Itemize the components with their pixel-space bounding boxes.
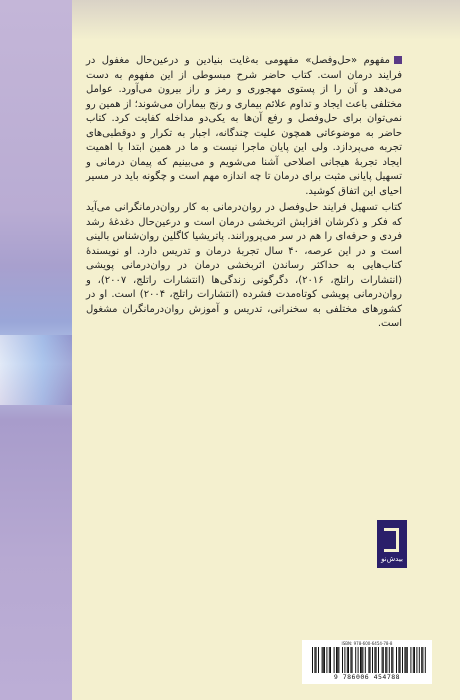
barcode xyxy=(302,640,432,684)
barcode-bars xyxy=(310,647,428,673)
blurb-paragraph-2: کتاب تسهیل فرایند حل‌وفصل در روان‌درمانی به کار روان‌درمانگرانی می‌آید که فکر و ذکرشان افزایش اثربخشی درمان است و درعین‌حال دغدغهٔ رشد فردی و حرفه‌ای را هم در سر می‌پرورانند. پاتریشیا کاگلین روان‌شناس بالینی است و در این عرصه، ۴۰ سال تجربهٔ درمان و تدریس دارد. او نویسندهٔ کتاب‌هایی به حداکثر رساندن اثربخشی درمان در روان‌درمانی پویشی (انتشارات راتلج، ۲۰۱۶)، دگرگونی زندگی‌ها (انتشارات راتلج، ۲۰۰۷)، و روان‌درمانی پویشی کوتاه‌مدت فشرده (انتشارات راتلج، ۲۰۰۴) است. او در کشورهای مختلفی به سخنرانی، تدریس و آموزش روان‌درمانگران مشغول است. xyxy=(86,202,402,329)
top-shading xyxy=(72,0,460,40)
blurb-text xyxy=(86,54,402,334)
decorative-side-strip xyxy=(0,0,72,700)
square-bullet-icon xyxy=(394,56,402,64)
light-swoosh-band xyxy=(0,335,72,405)
blurb-paragraph-1: مفهوم «حل‌وفصل» مفهومی به‌غایت بنیادین و درعین‌حال مغفول در فرایند درمان است. کتاب حاضر شرح مبسوطی از این مفهوم به دست می‌دهد و آن را از پستوی مهجوری و رمز و راز بیرون می‌آورد. عوامل مختلفی باعث ایجاد و تداوم علائم بیماری و رنج بیماران می‌شوند؛ از همین رو نمی‌توان برای حل‌وفصل و رفع آن‌ها به یکی‌دو مداخله کفایت کرد. کتاب حاضر به موضوعاتی همچون علیت چندگانه، اجبار به تکرار و دوقطبی‌های تجربه می‌پردازد. ولی این پایان ماجرا نیست و ما در همین ابتدا با اهمیت ایجاد تجربهٔ هیجانی اصلاحی آشنا می‌شویم و می‌بینیم که پیمان درمانی و تسهیل پایانی مثبت برای درمان تا چه اندازه مهم است و چگونه باید در مسیر احیای این اتفاق کوشید. xyxy=(86,55,402,197)
publisher-mark-icon xyxy=(384,528,399,552)
isbn-text: ISBN: 978-600-6454-78-8 xyxy=(341,641,393,646)
barcode-number: 9 786006 454788 xyxy=(333,673,401,681)
publisher-logo xyxy=(377,520,407,568)
publisher-logo-text: بیدش‌نو xyxy=(381,555,403,563)
